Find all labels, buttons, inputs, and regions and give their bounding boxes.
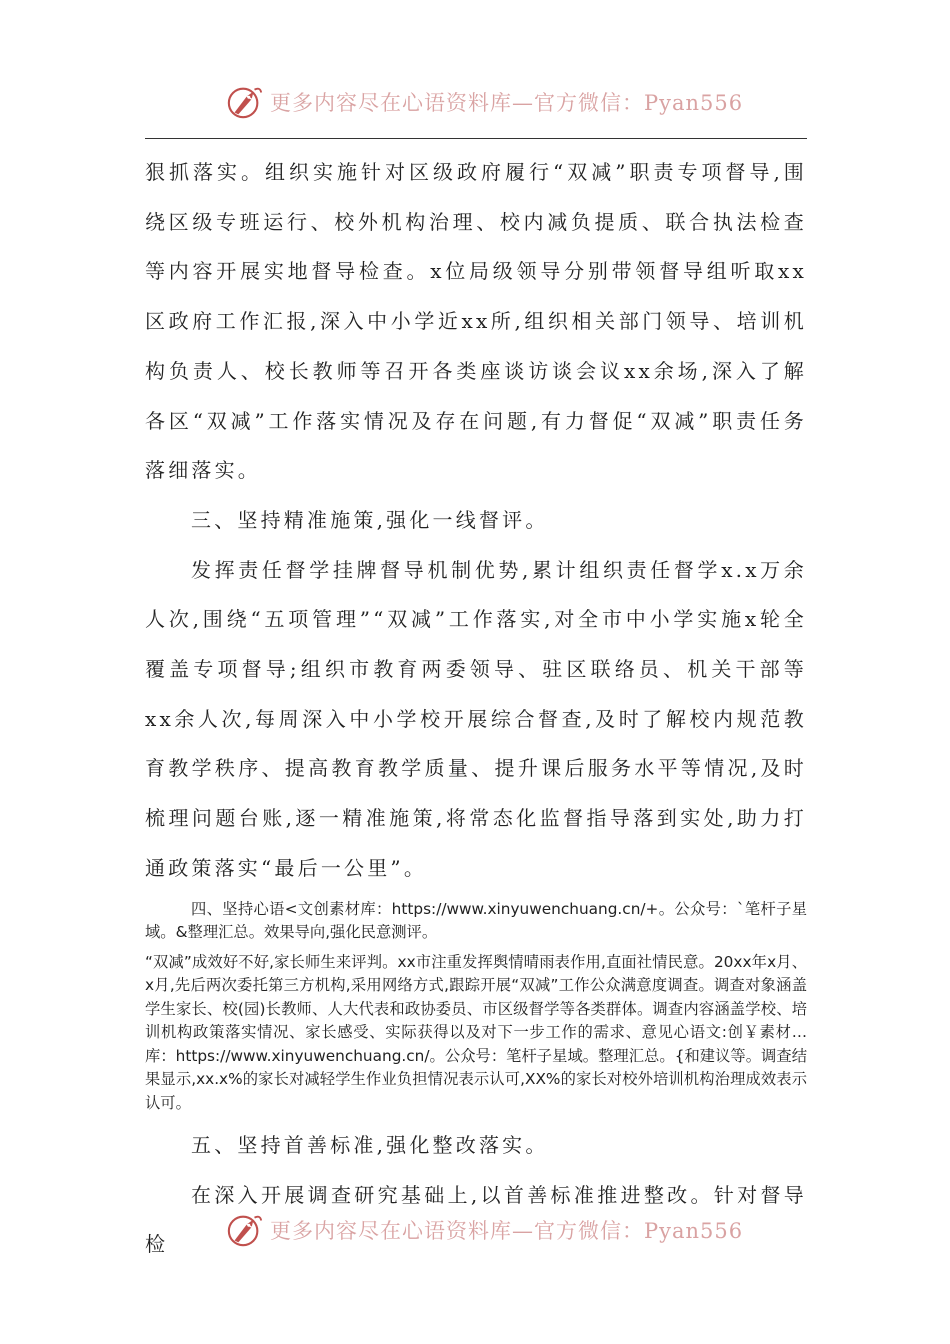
paragraph-survey: “双减”成效好不好,家长师生来评判。xx市注重发挥舆情晴雨表作用,直面社情民意。20xx年x月、x月,先后两次委托第三方机构,采用网络方式,跟踪开展“双减”工作公众满意度调查。调查对象涵盖学生家长、校(园)长教师、人大代表和政协委员、市区级督学等各类群体。调查内容涵盖学校、培训机构政策落实情况、家长感受、实际获得以及对下一步工作的需求、意见心语文:创￥素材…库：https://www.xinyuwenchuang.cn/。公众号：笔杆子星域。整理汇总。{和建议等。调查结果显示,xx.x%的家长对减轻学生作业负担情况表示认可,XX%的家长对校外培训机构治理成效表示认可。 [145,952,807,1112]
pen-nib-icon [226,1211,264,1249]
header-divider [145,138,807,139]
pen-nib-icon [226,83,264,121]
paragraph-rectification: 在深入开展调查研究基础上,以首善标准推进整改。针对督导检 [145,1182,807,1257]
section-heading-5: 五、坚持首善标准,强化整改落实。 [191,1133,549,1158]
section-heading-3: 三、坚持精准施策,强化一线督评。 [191,507,549,532]
paragraph-supervision: 发挥责任督学挂牌督导机制优势,累计组织责任督学x.x万余人次,围绕“五项管理”“双减”工作落实,对全市中小学实施x轮全覆盖专项督导;组织市教育两委领导、驻区联络员、机关干部等xx余人次,每周深入中小学校开展综合督查,及时了解校内规范教育教学秩序、提高教育教学质量、提升课后服务水平等情况,及时梳理问题台账,逐一精准施策,将常态化监督指导落到实处,助力打通政策落实“最后一公里”。 [145,557,807,880]
footer-banner-text: 更多内容尽在心语资料库—官方微信：Pyan556 [270,1219,744,1243]
footer-banner [226,1208,746,1252]
document-body [145,148,807,1270]
header-banner-text: 更多内容尽在心语资料库—官方微信：Pyan556 [270,91,744,115]
section-heading-4: 四、坚持心语<文创素材库：https://www.xinyuwenchuang.cn/+。公众号：`笔杆子星域。&整理汇总。效果导向,强化民意测评。 [145,899,807,942]
paragraph-implementation: 狠抓落实。组织实施针对区级政府履行“双减”职责专项督导,围绕区级专班运行、校外机构治理、校内减负提质、联合执法检查等内容开展实地督导检查。x位局级领导分别带领督导组听取xx区政府工作汇报,深入中小学近xx所,组织相关部门领导、培训机构负责人、校长教师等召开各类座谈访谈会议xx余场,深入了解各区“双减”工作落实情况及存在问题,有力督促“双减”职责任务落细落实。 [145,160,807,483]
header-banner [226,80,746,124]
